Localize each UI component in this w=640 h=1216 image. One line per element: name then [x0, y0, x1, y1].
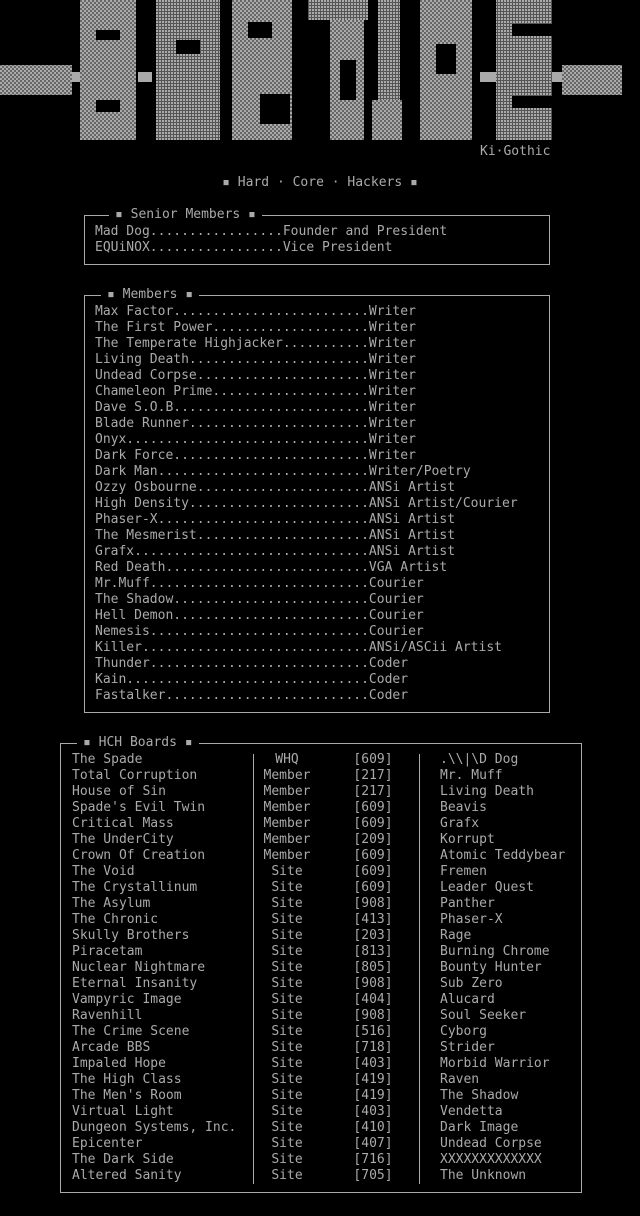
- board-type: Site: [271, 1168, 303, 1183]
- member-row: The Shadow.........................Courier: [95, 592, 424, 607]
- board-name: The Crime Scene: [72, 1024, 190, 1039]
- board-area-code: [908]: [353, 896, 393, 911]
- board-area-code: [413]: [353, 912, 393, 927]
- board-name: Epicenter: [72, 1136, 143, 1151]
- board-type: Site: [271, 1008, 303, 1023]
- board-type: Site: [271, 1120, 303, 1135]
- board-type: Site: [271, 1072, 303, 1087]
- board-sysop: Phaser-X: [440, 912, 503, 927]
- board-sysop: Sub Zero: [440, 976, 503, 991]
- board-name: Critical Mass: [72, 816, 174, 831]
- board-sysop: Leader Quest: [440, 880, 534, 895]
- board-sysop: Beavis: [440, 800, 487, 815]
- board-sysop: Mr. Muff: [440, 768, 503, 783]
- board-area-code: [403]: [353, 1104, 393, 1119]
- member-row: Killer.............................ANSi/ASCii Artist: [95, 640, 502, 655]
- board-area-code: [718]: [353, 1040, 393, 1055]
- board-sysop: Living Death: [440, 784, 534, 799]
- member-row: Nemesis............................Courier: [95, 624, 424, 639]
- board-name: Total Corruption: [72, 768, 198, 783]
- member-row: Red Death..........................VGA Artist: [95, 560, 448, 575]
- member-row: Dark Force.........................Writer: [95, 448, 416, 463]
- board-area-code: [410]: [353, 1120, 393, 1135]
- member-row: Max Factor.........................Writer: [95, 304, 416, 319]
- hch-boards-title: ▪ HCH Boards ▪: [77, 735, 199, 751]
- board-sysop: Bounty Hunter: [440, 960, 542, 975]
- board-sysop: Atomic Teddybear: [440, 848, 566, 863]
- member-row: Grafx..............................ANSi Artist: [95, 544, 456, 559]
- board-area-code: [217]: [353, 784, 393, 799]
- board-sysop: Rage: [440, 928, 472, 943]
- board-sysop: Cyborg: [440, 1024, 487, 1039]
- logo-artist-credit: Ki·Gothic: [480, 144, 551, 159]
- board-type: Site: [271, 1056, 303, 1071]
- board-name: Crown Of Creation: [72, 848, 206, 863]
- board-area-code: [407]: [353, 1136, 393, 1151]
- board-sysop: Burning Chrome: [440, 944, 550, 959]
- board-area-code: [609]: [353, 864, 393, 879]
- board-name: Piracetam: [72, 944, 143, 959]
- board-area-code: [209]: [353, 832, 393, 847]
- board-type: Site: [271, 912, 303, 927]
- member-row: Living Death.......................Writer: [95, 352, 416, 367]
- board-sysop: The Shadow: [440, 1088, 519, 1103]
- hch-ansi-logo: [0, 0, 640, 145]
- group-tagline: ▪ Hard · Core · Hackers ▪: [222, 175, 418, 190]
- board-area-code: [419]: [353, 1072, 393, 1087]
- board-name: Impaled Hope: [72, 1056, 166, 1071]
- board-type: Member: [263, 832, 311, 847]
- board-type: Site: [271, 992, 303, 1007]
- board-area-code: [203]: [353, 928, 393, 943]
- board-type: Site: [271, 1104, 303, 1119]
- member-row: Thunder............................Coder: [95, 656, 409, 671]
- hch-boards-box: [60, 735, 582, 1193]
- board-sysop: Raven: [440, 1072, 480, 1087]
- board-sysop: Vendetta: [440, 1104, 503, 1119]
- board-type: Member: [263, 768, 311, 783]
- member-row: Dark Man...........................Writer/Poetry: [95, 464, 471, 479]
- board-name: Nuclear Nightmare: [72, 960, 206, 975]
- column-divider: [253, 754, 254, 1184]
- board-type: Member: [263, 784, 311, 799]
- board-name: The Asylum: [72, 896, 151, 911]
- members-title: ▪ Members ▪: [101, 287, 199, 303]
- member-row: Onyx...............................Writer: [95, 432, 416, 447]
- senior-member-row: EQUiNOX.................Vice President: [95, 240, 393, 255]
- board-area-code: [908]: [353, 976, 393, 991]
- board-area-code: [609]: [353, 848, 393, 863]
- senior-members-title: ▪ Senior Members ▪: [109, 207, 262, 223]
- board-type: Site: [271, 1024, 303, 1039]
- board-sysop: The Unknown: [440, 1168, 527, 1183]
- board-sysop: Dark Image: [440, 1120, 519, 1135]
- board-name: The Spade: [72, 752, 143, 767]
- member-row: Blade Runner.......................Writer: [95, 416, 416, 431]
- board-name: Spade's Evil Twin: [72, 800, 206, 815]
- member-row: Kain...............................Coder: [95, 672, 409, 687]
- board-sysop: Strider: [440, 1040, 495, 1055]
- board-sysop: Grafx: [440, 816, 480, 831]
- board-name: Altered Sanity: [72, 1168, 182, 1183]
- board-name: The Void: [72, 864, 135, 879]
- board-area-code: [217]: [353, 768, 393, 783]
- board-type: Site: [271, 1088, 303, 1103]
- board-type: Site: [271, 1040, 303, 1055]
- member-row: Phaser-X...........................ANSi Artist: [95, 512, 456, 527]
- board-area-code: [609]: [353, 800, 393, 815]
- board-area-code: [609]: [353, 816, 393, 831]
- board-area-code: [716]: [353, 1152, 393, 1167]
- board-type: Site: [271, 976, 303, 991]
- board-sysop: Morbid Warrior: [440, 1056, 550, 1071]
- board-type: Site: [271, 896, 303, 911]
- member-row: Dave S.O.B.........................Writer: [95, 400, 416, 415]
- board-name: Arcade BBS: [72, 1040, 151, 1055]
- board-sysop: Soul Seeker: [440, 1008, 527, 1023]
- board-name: House of Sin: [72, 784, 166, 799]
- board-name: The UnderCity: [72, 832, 174, 847]
- board-sysop: Panther: [440, 896, 495, 911]
- board-name: Ravenhill: [72, 1008, 143, 1023]
- board-type: Site: [271, 1152, 303, 1167]
- board-type: Site: [271, 928, 303, 943]
- board-type: Site: [271, 880, 303, 895]
- board-sysop: Alucard: [440, 992, 495, 1007]
- board-sysop: Korrupt: [440, 832, 495, 847]
- board-type: WHQ: [275, 752, 299, 767]
- member-row: Mr.Muff............................Courier: [95, 576, 424, 591]
- board-sysop: Undead Corpse: [440, 1136, 542, 1151]
- board-area-code: [404]: [353, 992, 393, 1007]
- member-row: Chameleon Prime....................Writer: [95, 384, 416, 399]
- board-area-code: [908]: [353, 1008, 393, 1023]
- board-sysop: Fremen: [440, 864, 487, 879]
- board-name: The High Class: [72, 1072, 182, 1087]
- board-name: Dungeon Systems, Inc.: [72, 1120, 237, 1135]
- member-row: Hell Demon.........................Courier: [95, 608, 424, 623]
- member-row: Fastalker..........................Coder: [95, 688, 409, 703]
- board-area-code: [419]: [353, 1088, 393, 1103]
- senior-members-box: [84, 207, 550, 265]
- board-area-code: [516]: [353, 1024, 393, 1039]
- board-area-code: [805]: [353, 960, 393, 975]
- board-type: Member: [263, 800, 311, 815]
- board-name: Vampyric Image: [72, 992, 182, 1007]
- member-row: Undead Corpse......................Writer: [95, 368, 416, 383]
- board-name: The Dark Side: [72, 1152, 174, 1167]
- board-name: Skully Brothers: [72, 928, 190, 943]
- board-area-code: [813]: [353, 944, 393, 959]
- board-area-code: [403]: [353, 1056, 393, 1071]
- board-name: Eternal Insanity: [72, 976, 198, 991]
- board-type: Member: [263, 848, 311, 863]
- board-type: Site: [271, 864, 303, 879]
- senior-member-row: Mad Dog.................Founder and President: [95, 224, 448, 239]
- board-sysop: XXXXXXXXXXXXX: [440, 1152, 542, 1167]
- board-name: The Crystallinum: [72, 880, 198, 895]
- column-divider: [419, 754, 420, 1184]
- board-type: Member: [263, 816, 311, 831]
- member-row: The Temperate Highjacker...........Writer: [95, 336, 416, 351]
- member-row: Ozzy Osbourne......................ANSi Artist: [95, 480, 456, 495]
- board-sysop: .\\|\D Dog: [440, 752, 519, 767]
- board-area-code: [609]: [353, 752, 393, 767]
- board-area-code: [609]: [353, 880, 393, 895]
- board-type: Site: [271, 1136, 303, 1151]
- member-row: The First Power....................Writer: [95, 320, 416, 335]
- board-type: Site: [271, 944, 303, 959]
- member-row: The Mesmerist......................ANSi Artist: [95, 528, 456, 543]
- board-name: Virtual Light: [72, 1104, 174, 1119]
- board-type: Site: [271, 960, 303, 975]
- board-name: The Chronic: [72, 912, 159, 927]
- members-box: [84, 287, 550, 713]
- board-name: The Men's Room: [72, 1088, 182, 1103]
- board-area-code: [705]: [353, 1168, 393, 1183]
- member-row: High Density.......................ANSi Artist/Courier: [95, 496, 518, 511]
